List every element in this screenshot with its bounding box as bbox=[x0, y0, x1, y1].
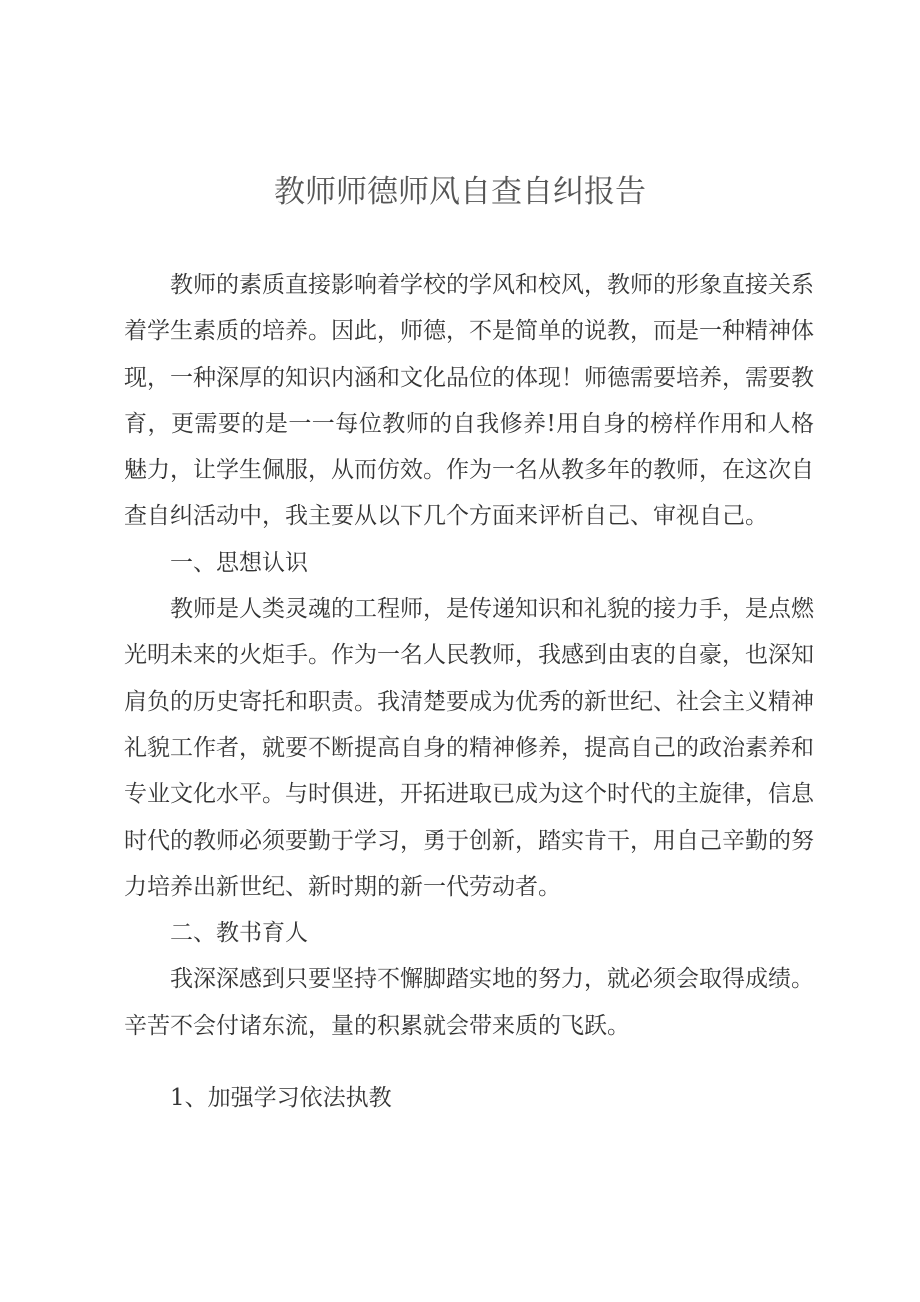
section-2-paragraph: 我深深感到只要坚持不懈脚踏实地的努力，就必须会取得成绩。辛苦不会付诸东流，量的积累就会带来质的飞跃。 bbox=[124, 966, 814, 1039]
section-heading-2: 二、教书育人 bbox=[170, 920, 308, 947]
document-title: 教师师德师风自查自纠报告 bbox=[274, 174, 646, 210]
section-heading-1: 一、思想认识 bbox=[170, 549, 308, 576]
section-1-paragraph: 教师是人类灵魂的工程师，是传递知识和礼貌的接力手，是点燃光明未来的火炬手。作为一名人民教师，我感到由衷的自豪，也深知肩负的历史寄托和职责。我清楚要成为优秀的新世纪、社会主义精神礼貌工作者，就要不断提高自身的精神修养，提高自己的政治素养和专业文化水平。与时俱进，开拓进取已成为这个时代的主旋律，信息时代的教师必须要勤于学习，勇于创新，踏实肯干，用自己辛勤的努力培养出新世纪、新时期的新一代劳动者。 bbox=[124, 596, 814, 900]
subsection-heading-1: 1、加强学习依法执教 bbox=[170, 1085, 392, 1112]
intro-paragraph: 教师的素质直接影响着学校的学风和校风，教师的形象直接关系着学生素质的培养。因此，师德，不是简单的说教，而是一种精神体现，一种深厚的知识内涵和文化品位的体现！师德需要培养，需要教育，更需要的是一一每位教师的自我修养!用自身的榜样作用和人格魅力，让学生佩服，从而仿效。作为一名从教多年的教师，在这次自查自纠活动中，我主要从以下几个方面来评析自己、审视自己。 bbox=[124, 272, 814, 530]
document-body bbox=[124, 262, 814, 1121]
